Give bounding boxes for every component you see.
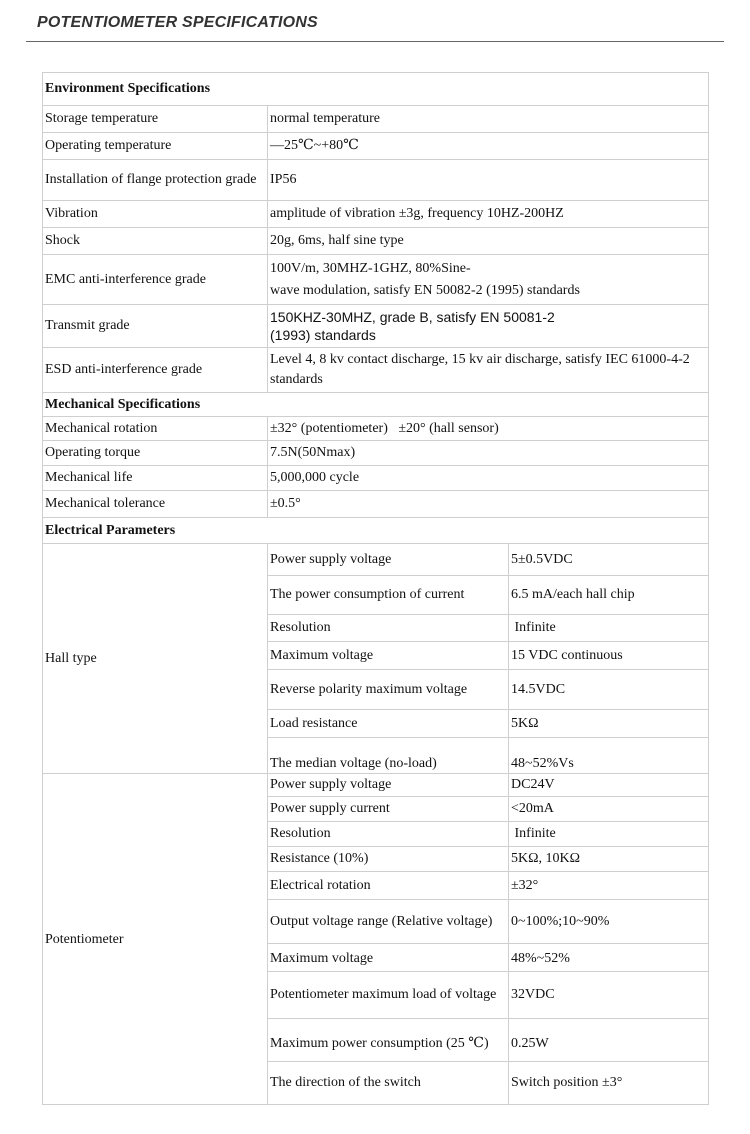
- param-label: Load resistance: [268, 710, 509, 738]
- section-heading: Environment Specifications: [43, 73, 709, 106]
- spec-label: Storage temperature: [43, 106, 268, 133]
- param-value: DC24V: [509, 774, 709, 797]
- spec-label: Mechanical rotation: [43, 417, 268, 441]
- spec-value-text: 150KHZ-30MHZ, grade B, satisfy EN 50081-2 (1993) standards: [270, 309, 555, 343]
- spec-value: [268, 255, 709, 305]
- table-row: [43, 133, 709, 160]
- param-value: 15 VDC continuous: [509, 642, 709, 670]
- param-label: Electrical rotation: [268, 872, 509, 900]
- table-row: [43, 201, 709, 228]
- section-heading: Electrical Parameters: [43, 518, 709, 544]
- spec-label: Installation of flange protection grade: [43, 160, 268, 201]
- section-header-row: [43, 518, 709, 544]
- group-label-hall: Hall type: [43, 544, 268, 774]
- spec-label: Operating temperature: [43, 133, 268, 160]
- spec-value: [268, 305, 709, 348]
- spec-value: 5,000,000 cycle: [268, 466, 709, 491]
- param-label: Resolution: [268, 822, 509, 847]
- table-row: [43, 106, 709, 133]
- param-label: Maximum voltage: [268, 944, 509, 972]
- param-label: Output voltage range (Relative voltage): [268, 900, 509, 944]
- param-label: Potentiometer maximum load of voltage: [268, 972, 509, 1019]
- table-row: [43, 491, 709, 518]
- param-value: ±32°: [509, 872, 709, 900]
- spec-label: Operating torque: [43, 441, 268, 466]
- spec-value: normal temperature: [268, 106, 709, 133]
- table-row: [43, 228, 709, 255]
- spec-label: ESD anti-interference grade: [43, 348, 268, 393]
- section-heading: Mechanical Specifications: [43, 393, 709, 417]
- group-label-potentiometer: Potentiometer: [43, 774, 268, 1105]
- table-row: [43, 544, 709, 576]
- spec-value: amplitude of vibration ±3g, frequency 10HZ-200HZ: [268, 201, 709, 228]
- spec-label: Transmit grade: [43, 305, 268, 348]
- param-label: Reverse polarity maximum voltage: [268, 670, 509, 710]
- spec-label: Mechanical life: [43, 466, 268, 491]
- param-value: Infinite: [509, 615, 709, 642]
- param-label: The direction of the switch: [268, 1062, 509, 1105]
- param-value: Infinite: [509, 822, 709, 847]
- table-row: [43, 441, 709, 466]
- table-row: [43, 417, 709, 441]
- param-label: Power supply current: [268, 797, 509, 822]
- param-value: 0.25W: [509, 1019, 709, 1062]
- spec-value: ±32° (potentiometer) ±20° (hall sensor): [268, 417, 709, 441]
- param-value: 5±0.5VDC: [509, 544, 709, 576]
- param-label: The power consumption of current: [268, 576, 509, 615]
- param-label: Maximum voltage: [268, 642, 509, 670]
- spec-value: ±0.5°: [268, 491, 709, 518]
- param-label: Power supply voltage: [268, 544, 509, 576]
- param-value: <20mA: [509, 797, 709, 822]
- param-label: The median voltage (no-load): [268, 738, 509, 774]
- section-header-row: [43, 73, 709, 106]
- param-label: Power supply voltage: [268, 774, 509, 797]
- param-label: Resolution: [268, 615, 509, 642]
- param-value: 14.5VDC: [509, 670, 709, 710]
- param-value: 48~52%Vs: [509, 738, 709, 774]
- table-row: [43, 348, 709, 393]
- spec-table: [42, 72, 709, 1105]
- page-title: POTENTIOMETER SPECIFICATIONS: [37, 14, 318, 31]
- spec-value-line: 100V/m, 30MHZ-1GHZ, 80%Sine-: [270, 260, 471, 276]
- section-header-row: [43, 393, 709, 417]
- table-row: [43, 466, 709, 491]
- spec-value: Level 4, 8 kv contact discharge, 15 kv air discharge, satisfy IEC 61000-4-2 standards: [268, 348, 709, 393]
- spec-label: Vibration: [43, 201, 268, 228]
- param-value: 0~100%;10~90%: [509, 900, 709, 944]
- spec-value-line: wave modulation, satisfy EN 50082-2 (1995) standards: [270, 282, 580, 298]
- table-row: [43, 255, 709, 305]
- spec-value: —25℃~+80℃: [268, 133, 709, 160]
- table-row: [43, 305, 709, 348]
- param-label: Maximum power consumption (25 ℃): [268, 1019, 509, 1062]
- title-divider: [26, 41, 724, 42]
- param-value: 5KΩ: [509, 710, 709, 738]
- table-row: [43, 774, 709, 797]
- spec-label: Shock: [43, 228, 268, 255]
- param-value: 32VDC: [509, 972, 709, 1019]
- param-label: Resistance (10%): [268, 847, 509, 872]
- spec-value: 7.5N(50Nmax): [268, 441, 709, 466]
- spec-value: 20g, 6ms, half sine type: [268, 228, 709, 255]
- table-row: [43, 160, 709, 201]
- param-value: 48%~52%: [509, 944, 709, 972]
- spec-label: EMC anti-interference grade: [43, 255, 268, 305]
- param-value: 6.5 mA/each hall chip: [509, 576, 709, 615]
- param-value: Switch position ±3°: [509, 1062, 709, 1105]
- spec-value: IP56: [268, 160, 709, 201]
- param-value: 5KΩ, 10KΩ: [509, 847, 709, 872]
- spec-label: Mechanical tolerance: [43, 491, 268, 518]
